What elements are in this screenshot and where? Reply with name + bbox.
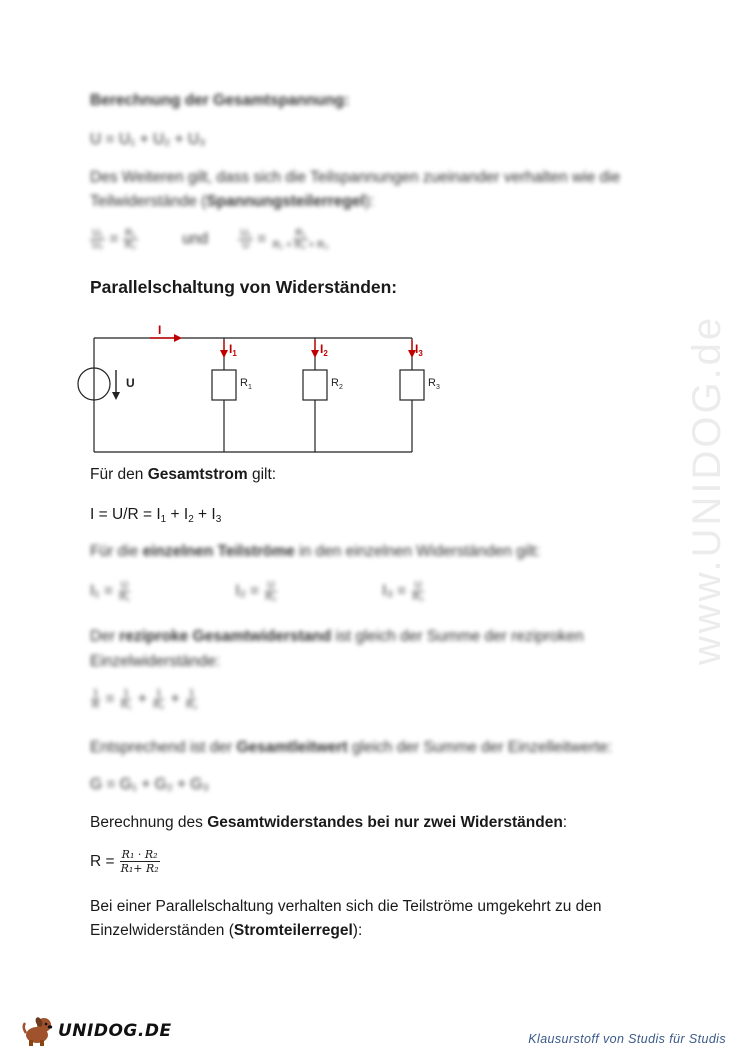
- branch-current-2-label: $I_2$: [320, 342, 328, 358]
- total-current-sentence: Für den Gesamtstrom gilt:: [90, 466, 277, 483]
- total-current-formula: $I = U/R = I_1 + I_2 + I_3$: [90, 506, 222, 525]
- footer-tagline: Klausurstoff von Studis für Studis: [528, 1032, 726, 1046]
- main-current-label: I: [158, 323, 162, 337]
- dog-icon: [22, 1015, 56, 1047]
- resistor-1-label: $R_1$: [240, 377, 252, 391]
- voltage-arrow: [112, 370, 120, 400]
- two-resistors-sentence: Berechnung des Gesamtwiderstandes bei nur zwei Widerständen:: [90, 814, 568, 831]
- resistor-1-box: [212, 370, 236, 400]
- blurred-reciprocal-line-2: Einzelwiderstände:: [90, 653, 221, 670]
- main-current-arrow: [150, 334, 182, 342]
- blurred-heading: Berechnung der Gesamtspannung:: [90, 92, 350, 109]
- footer-logo: [22, 1015, 172, 1047]
- branch-current-3-label: $I_3$: [415, 342, 423, 358]
- blurred-text-line-1: Des Weiteren gilt, dass sich die Teilspannungen zueinander verhalten wie die: [90, 169, 621, 186]
- blurred-partial-currents-text: Für die einzelnen Teilströme in den einzelnen Widerständen gilt:: [90, 543, 541, 560]
- watermark: www.UNIDOG.de: [685, 314, 729, 665]
- blurred-voltage-sum: U = U₁ + U₂ + U₃: [90, 131, 206, 148]
- blurred-reciprocal-formula: $\frac{1}{R}$ = $\frac{1}{\text{R₁}}$ + $\frac{1}{\text{R₂}}$ + $\frac{1}{\text{R₃}}$: [92, 688, 198, 711]
- blurred-conductance-text: Entsprechend ist der Gesamtleitwert gleich der Summe der Einzelleitwerte:: [90, 739, 613, 756]
- blurred-text-line-2: Teilwiderstände (Spannungsteilerregel):: [90, 193, 375, 210]
- current-divider-line-2: Einzelwiderständen (Stromteilerregel):: [90, 922, 363, 939]
- voltage-label: U: [126, 376, 135, 390]
- blurred-partial-current-formulas: I₁ = $\frac{U}{\text{R₁}}$ I₂ = $\frac{U}{\text{R₂}}$ I₃ = $\frac{U}{\text{R₃}}$: [90, 580, 424, 603]
- resistor-2-label: $R_2$: [331, 377, 343, 391]
- blurred-reciprocal-line-1: Der reziproke Gesamtwiderstand ist gleich der Summe der reziproken: [90, 628, 584, 645]
- parallel-circuit-diagram: [70, 320, 450, 460]
- resistor-3-box: [400, 370, 424, 400]
- section-heading: Parallelschaltung von Widerständen:: [90, 277, 398, 297]
- resistor-3-label: $R_3$: [428, 377, 440, 391]
- logo-text: UNIDOG.DE: [58, 1021, 172, 1041]
- branch-current-1-label: $I_1$: [229, 342, 237, 358]
- resistor-2-box: [303, 370, 327, 400]
- two-resistors-formula: R = $\frac{\text{R₁ · R₂}}{\text{R₁+ R₂}}$: [90, 848, 159, 876]
- blurred-conductance-formula: G = G₁ + G₂ + G₃: [90, 776, 209, 793]
- current-divider-line-1: Bei einer Parallelschaltung verhalten sich die Teilströme umgekehrt zu den: [90, 898, 602, 915]
- blurred-ratio-formulas: $\frac{\text{U₁}}{\text{U₂}}$ = $\frac{\text{R₁}}{\text{R₂}}$ und $\frac{\text{U₁}}{U}$ = $\frac{\text{R₁}}{\text{R₁ + R₂ + R₃}}$: [92, 228, 329, 251]
